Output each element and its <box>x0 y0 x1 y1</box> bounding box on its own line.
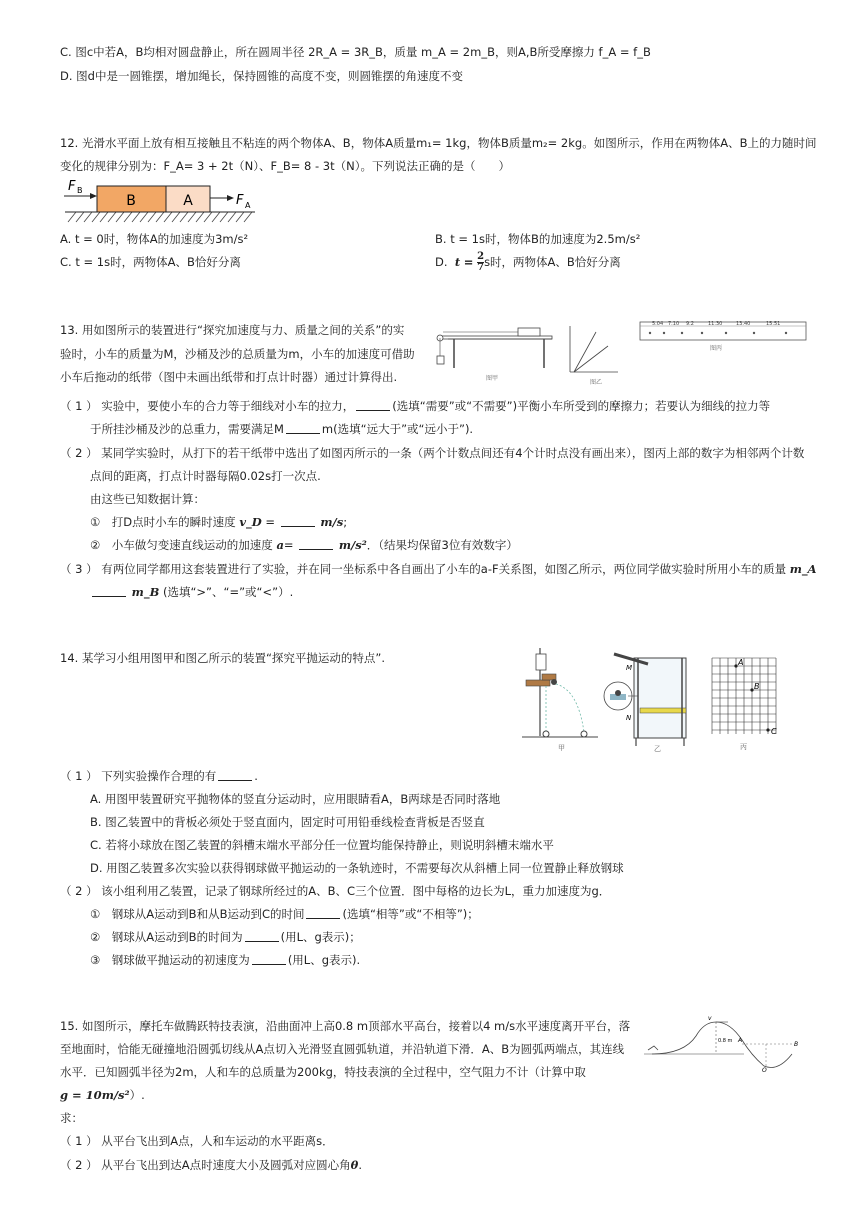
q13-figure-yi <box>560 320 622 386</box>
tape-value-6: 15.51 <box>766 321 781 327</box>
q14-part2: （ 2 ） 该小组利用乙装置，记录了钢球所经过的A、B、C三个位置．图中每格的边长为L，重力加速度为g． <box>60 884 611 898</box>
q15-part2: （ 2 ） 从平台飞出到达A点时速度大小及圆弧对应圆心角θ. <box>60 1158 362 1172</box>
q13-stem-line1: 13. 用如图所示的装置进行“探究加速度与力、质量之间的关系”的实 <box>60 323 405 337</box>
q13-part2-velocity: ① 打D点时小车的瞬时速度 v_D = m/s; <box>90 515 348 529</box>
q12-blocks-figure <box>60 178 260 226</box>
force-b-sub: B <box>77 186 83 195</box>
force-a-sub: A <box>245 201 251 210</box>
q15-stem-line1: 15. 如图所示，摩托车做腾跃特技表演，沿曲面冲上高0.8 m顶部水平高台，接着以4 m/s水平速度离开平台，落 <box>60 1019 631 1033</box>
q14-figure-bing-grid <box>708 654 786 752</box>
q14-sub1: ① 钢球从A运动到B和从B运动到C的时间 (选填“相等”或“不相等”)； <box>90 907 479 921</box>
q13-blank-velocity[interactable] <box>281 515 315 527</box>
q12-option-b: B. t = 1s时，物体B的加速度为2.5m/s² <box>435 232 641 246</box>
figure-yi-label-14: 乙 <box>654 745 661 752</box>
q14-sub2: ② 钢球从A运动到B的时间为 (用L、g表示)； <box>90 930 361 944</box>
q13-blank-acceleration[interactable] <box>299 538 333 550</box>
figure-jia-label-14: 甲 <box>558 744 565 752</box>
tape-value-5: 13.40 <box>736 321 751 327</box>
tape-value-2: 7.10 <box>668 321 680 327</box>
q11-option-d: D. 图d中是一圆锥摆，增加绳长，保持圆锥的高度不变，则圆锥摆的角速度不变 <box>60 69 463 83</box>
tape-value-4: 11.30 <box>708 321 723 327</box>
q13-stem-line2: 验时，小车的质量为M，沙桶及沙的总质量为m，小车的加速度可借助 <box>60 347 415 361</box>
q13-blank-mass-relation[interactable] <box>286 422 320 434</box>
q13-part2-acceleration: ② 小车做匀变速直线运动的加速度 a= m/s²．（结果均保留3位有效数字） <box>90 538 518 552</box>
q14-option-a: A. 用图甲装置研究平抛物体的竖直分运动时，应用眼睛看A，B两球是否同时落地 <box>90 792 501 806</box>
grid-point-b: B <box>754 682 760 691</box>
q13-part3-line2: m_B (选填“>”、“=”或“<”）. <box>90 584 293 600</box>
q13-part1-line1: （ 1 ） 实验中，要使小车的合力等于细线对小车的拉力， (选填“需要”或“不需要”)平衡小车所受到的摩擦力；若要认为细线的拉力等 <box>60 399 771 413</box>
q12-option-c: C. t = 1s时，两物体A、B恰好分离 <box>60 255 241 269</box>
q12-option-d: D. t = $\frac{2}{7}$ s时，两物体A、B恰好分离 <box>435 251 621 273</box>
q15-motorcycle-figure <box>644 1010 804 1080</box>
q15-stem-line3: 水平．已知圆弧半径为2m，人和车的总质量为200kg，特技表演的全过程中，空气阻力不计（计算中取 <box>60 1065 586 1079</box>
q12-stem-line1: 12. 光滑水平面上放有相互接触且不粘连的两个物体A、B，物体A质量m₁= 1kg，物体B质量m₂= 2kg。如图所示，作用在两物体A、B上的力随时间 <box>60 136 817 150</box>
q11-option-c: C. 图c中若A，B均相对圆盘静止，所在圆周半径 2R_A = 3R_B，质量 m_A = 2m_B，则A,B所受摩擦力 f_A = f_B <box>60 45 651 59</box>
label-o: O <box>762 1067 767 1074</box>
label-a: A <box>738 1037 743 1044</box>
block-b-label: B <box>126 193 136 209</box>
q13-figure-jia <box>428 318 558 386</box>
tape-value-3: 9.2 <box>686 321 694 327</box>
q15-ask: 求： <box>60 1111 83 1125</box>
q14-figure-yi <box>600 650 696 752</box>
q15-stem-line2: 至地面时，恰能无碰撞地沿圆弧切线从A点切入光滑竖直圆弧轨道，并沿轨道下滑．A、B为圆弧两端点，其连线 <box>60 1042 625 1056</box>
q14-blank-time[interactable] <box>245 930 279 942</box>
q15-stem-line4: g = 10m/s²）. <box>60 1088 145 1102</box>
q12-option-a: A. t = 0时，物体A的加速度为3m/s² <box>60 232 249 246</box>
tape-value-1: 5.04 <box>652 321 664 327</box>
q14-blank-operations[interactable] <box>218 769 252 781</box>
q13-figure-bing-tape <box>638 316 810 354</box>
q13-part2-line2: 点间的距离，打点计时器每隔0.02s打一次点. <box>90 469 321 483</box>
q14-blank-velocity[interactable] <box>252 953 286 965</box>
grid-point-a: A <box>738 658 744 667</box>
label-m: M <box>626 664 633 672</box>
q13-blank-mass-compare[interactable] <box>92 585 126 597</box>
q14-part1: （ 1 ） 下列实验操作合理的有 . <box>60 769 258 783</box>
force-a-label: F <box>236 193 244 208</box>
q15-part1: （ 1 ） 从平台飞出到A点，人和车运动的水平距离s． <box>60 1134 334 1148</box>
label-v: v <box>708 1015 712 1022</box>
label-height: 0.8 m <box>718 1038 733 1044</box>
figure-jia-label: 图甲 <box>486 375 499 382</box>
figure-yi-label: 图乙 <box>590 379 603 386</box>
q13-part2-line3: 由这些已知数据计算： <box>90 492 205 506</box>
q14-blank-time-equal[interactable] <box>306 907 340 919</box>
q14-figure-jia <box>518 640 602 752</box>
q14-option-d: D. 用图乙装置多次实验以获得钢球做平抛运动的一条轨迹时，不需要每次从斜槽上同一位置静止释放钢球 <box>90 861 624 875</box>
figure-bing-label-14: 丙 <box>740 743 747 751</box>
q12-stem-line2: 变化的规律分别为：F_A= 3 + 2t（N）、F_B= 8 - 3t（N）。下列说法正确的是（ ） <box>60 159 510 173</box>
q14-stem: 14. 某学习小组用图甲和图乙所示的装置“探究平抛运动的特点”. <box>60 651 386 665</box>
grid-point-c: C <box>771 727 777 736</box>
q13-stem-line3: 小车后拖动的纸带（图中未画出纸带和打点计时器）通过计算得出. <box>60 370 398 384</box>
block-a-label: A <box>183 193 193 209</box>
q14-option-b: B. 图乙装置中的背板必须处于竖直面内，固定时可用铅垂线检查背板是否竖直 <box>90 815 485 829</box>
q13-part3-line1: （ 3 ） 有两位同学都用这套装置进行了实验，并在同一坐标系中各自画出了小车的a-F关系图，如图乙所示，两位同学做实验时所用小车的质量 m_A <box>60 562 817 576</box>
q14-option-c: C. 若将小球放在图乙装置的斜槽末端水平部分任一位置均能保持静止，则说明斜槽末端水平 <box>90 838 554 852</box>
q14-sub3: ③ 钢球做平抛运动的初速度为 (用L、g表示). <box>90 953 361 967</box>
force-b-label: F <box>68 179 76 194</box>
label-b: B <box>794 1041 799 1048</box>
label-n: N <box>626 714 632 722</box>
figure-bing-label: 图丙 <box>710 345 723 352</box>
q13-blank-friction[interactable] <box>356 399 390 411</box>
q13-part2-line1: （ 2 ） 某同学实验时，从打下的若干纸带中选出了如图丙所示的一条（两个计数点间还有4个计时点没有画出来），图丙上部的数字为相邻两个计数 <box>60 446 805 460</box>
q13-part1-line2: 于所挂沙桶及沙的总重力，需要满足M m(选填“远大于”或“远小于”). <box>90 422 474 436</box>
